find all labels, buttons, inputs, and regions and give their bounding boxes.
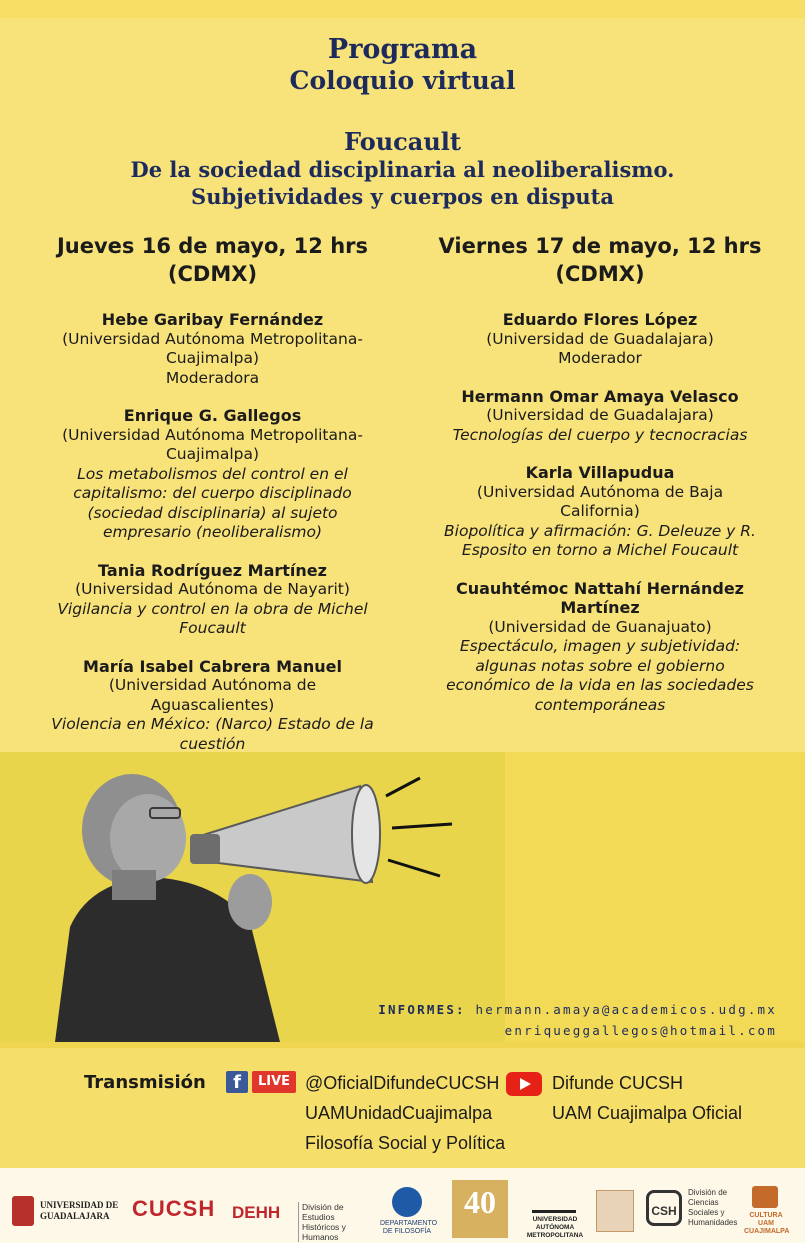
contact-email-link[interactable]: enriqueggallegos@hotmail.com [504, 1023, 777, 1038]
informes-label: INFORMES: [378, 1002, 466, 1017]
day2-heading [420, 232, 780, 288]
talk-title: Vigilancia y control en la obra de Michel [57, 599, 368, 618]
speaker-institution: Aguascalientes) [150, 695, 275, 714]
facebook-icon[interactable]: f [226, 1071, 248, 1093]
day1-date: Jueves 16 de mayo, 12 hrs [56, 234, 369, 258]
speaker-institution: (Universidad Autónoma de [108, 676, 317, 694]
subject-line-2: De la sociedad disciplinaria al neoliberalismo. [130, 157, 675, 182]
udg-shield-icon [12, 1196, 34, 1226]
logo-cucsh: CUCSH [132, 1196, 216, 1221]
top-strip [0, 0, 805, 18]
speaker-name: María Isabel Cabrera Manuel [83, 656, 342, 676]
facebook-handles [305, 1068, 505, 1158]
talk-title: Tecnologías del cuerpo y tecnocracias [452, 425, 748, 444]
speaker-institution: (Universidad Autónoma de Nayarit) [75, 580, 350, 598]
speaker-entry [420, 310, 780, 369]
speaker-name: Hermann Omar Amaya Velasco [461, 386, 739, 406]
talk-title: Esposito en torno a Michel Foucault [461, 541, 739, 559]
talk-title: económico de la vida en las sociedades [446, 676, 754, 694]
youtube-handles [552, 1068, 742, 1128]
logo-40-congress: 40 [452, 1180, 508, 1238]
talk-title: Espectáculo, imagen y subjetividad: [459, 637, 741, 655]
talk-title: empresario (neoliberalismo) [102, 523, 323, 541]
speaker-institution: Cuajimalpa) [165, 445, 260, 463]
logo-csh: CSH [646, 1190, 682, 1226]
speaker-institution: Cuajimalpa) [165, 349, 260, 367]
logo-cultura-uam: CULTURA UAM CUAJIMALPA [744, 1212, 790, 1235]
program-header [0, 34, 805, 96]
youtube-handle[interactable]: UAM Cuajimalpa Oficial [552, 1103, 743, 1123]
day1-heading [20, 232, 405, 288]
talk-title: capitalismo: del cuerpo disciplinado [73, 484, 352, 502]
speaker-institution: (Universidad de Guadalajara) [486, 406, 714, 424]
transmission-label: Transmisión [84, 1072, 206, 1093]
speaker-institution: (Universidad Autónoma de Baja [476, 482, 724, 501]
speaker-name: Enrique G. Gallegos [123, 406, 302, 425]
speaker-institution: (Universidad Autónoma Metropolitana- [62, 425, 363, 444]
talk-title: contemporáneas [534, 695, 666, 714]
speaker-entry [20, 406, 405, 543]
speaker-institution: (Universidad de Guanajuato) [488, 617, 712, 636]
live-badge: LIVE [252, 1071, 296, 1093]
filosofia-psi-icon [392, 1187, 422, 1217]
logo-filosofia: DEPARTAMENTO DE FILOSOFÍA [380, 1220, 438, 1235]
logo-dehh: DEHH [232, 1203, 281, 1222]
talk-title: Foucault [179, 619, 246, 637]
talk-title: cuestión [179, 734, 246, 753]
facebook-handle[interactable]: UAMUnidadCuajimalpa [305, 1103, 493, 1123]
subject-title: Foucault [344, 127, 461, 156]
speaker-role: Moderador [558, 349, 642, 367]
talk-title: algunas notas sobre el gobierno [475, 656, 725, 675]
talk-title: Biopolítica y afirmación: G. Deleuze y R. [444, 521, 756, 540]
speaker-entry [420, 463, 780, 561]
program-title: Programa [327, 34, 478, 65]
speaker-role: Moderadora [165, 368, 260, 387]
speaker-institution: California) [560, 502, 640, 520]
speaker-name: Karla Villapudua [525, 463, 675, 482]
speaker-entry [20, 657, 405, 755]
speaker-institution: (Universidad de Guadalajara) [486, 329, 714, 348]
logo-dehh-subtitle: División de Estudios Históricos y Humanos [298, 1202, 374, 1242]
contact-email-link[interactable]: hermann.amaya@academicos.udg.mx [475, 1002, 777, 1017]
speaker-entry [20, 561, 405, 639]
speaker-name: Hebe Garibay Fernández [101, 310, 324, 329]
day1-timezone: (CDMX) [167, 262, 258, 286]
sociales-grid-icon [596, 1190, 634, 1232]
speaker-name: Eduardo Flores López [502, 310, 698, 329]
speaker-institution: (Universidad Autónoma Metropolitana- [62, 329, 363, 348]
speaker-name: Martínez [560, 598, 640, 617]
contact-info [378, 999, 777, 1041]
day2-date: Viernes 17 de mayo, 12 hrs [438, 234, 762, 258]
subject-line-3: Subjetividades y cuerpos en disputa [191, 184, 614, 209]
uam-emblem-icon [532, 1190, 576, 1213]
speaker-entry [420, 579, 780, 716]
program-subtitle: Coloquio virtual [289, 66, 516, 95]
logo-uam: UNIVERSIDAD AUTÓNOMA METROPOLITANA [526, 1216, 584, 1239]
speaker-name: Cuauhtémoc Nattahí Hernández [456, 578, 744, 598]
talk-title: Los metabolismos del control en el [77, 464, 348, 483]
speaker-name: Tania Rodríguez Martínez [98, 560, 327, 580]
logo-udg: UNIVERSIDAD DE GUADALAJARA [40, 1200, 119, 1221]
colloquium-subject [0, 128, 805, 210]
day1-column [20, 232, 405, 772]
logo-csh-subtitle: División de Ciencias Sociales y Humanidades [688, 1188, 738, 1227]
cultura-uam-icon [752, 1186, 778, 1208]
day2-timezone: (CDMX) [555, 262, 645, 286]
day2-column [420, 232, 780, 733]
facebook-handle[interactable]: @OficialDifundeCUCSH [305, 1073, 500, 1093]
speaker-entry [20, 310, 405, 388]
facebook-handle[interactable]: Filosofía Social y Política [305, 1133, 506, 1153]
youtube-handle[interactable]: Difunde CUCSH [552, 1073, 684, 1093]
talk-title: Violencia en México: (Narco) Estado de la [51, 715, 374, 733]
youtube-icon[interactable] [506, 1072, 542, 1096]
speaker-entry [420, 387, 780, 446]
talk-title: (sociedad disciplinaria) al sujeto [87, 503, 338, 522]
